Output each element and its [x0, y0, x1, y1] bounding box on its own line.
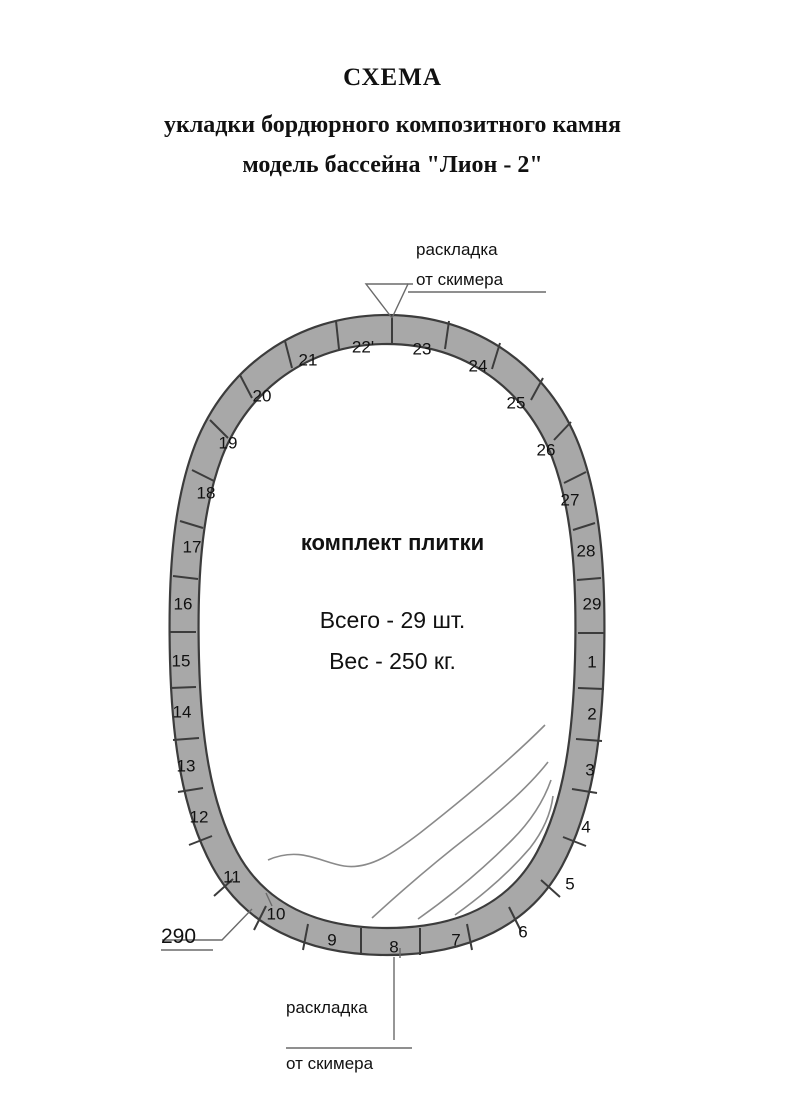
- dimension-label-290: 290: [161, 925, 197, 948]
- annotation-top-line2: от скимера: [416, 270, 504, 289]
- tile-number: 1: [587, 652, 597, 672]
- tile-number: 5: [565, 874, 575, 894]
- tile-number: 10: [266, 904, 286, 924]
- page-subtitle-2: модель бассейна "Лион - 2": [242, 152, 543, 178]
- tile-number: 3: [585, 760, 595, 780]
- tile-number: 26: [536, 440, 556, 460]
- page-title: СХЕМА: [343, 64, 442, 91]
- tile-number: 28: [576, 541, 596, 561]
- tile-number: 19: [218, 433, 238, 453]
- tile-number: 21: [298, 350, 318, 370]
- tile-number: 9: [327, 930, 337, 950]
- tile-number: 16: [173, 594, 193, 614]
- tile-number: 13: [176, 756, 196, 776]
- page-subtitle-1: укладки бордюрного композитного камня: [163, 112, 621, 138]
- tile-number: 8: [389, 937, 399, 957]
- tile-number: 4: [581, 817, 591, 837]
- tile-number: 12: [189, 807, 209, 827]
- tile-number: 27: [560, 490, 580, 510]
- tile-number: 29: [582, 594, 602, 614]
- tile-number: 23: [412, 339, 432, 359]
- tile-number: 24: [468, 356, 488, 376]
- tile-number: 25: [506, 393, 526, 413]
- tile-number: 7: [451, 930, 461, 950]
- tile-number: 15: [171, 651, 191, 671]
- total-count: Всего - 29 шт.: [319, 607, 466, 633]
- tile-number: 14: [172, 702, 192, 722]
- tile-number: 6: [518, 922, 528, 942]
- tile-number: 11: [223, 867, 241, 887]
- annotation-bottom-line2: от скимера: [286, 1054, 374, 1073]
- tile-number: 22': [351, 337, 375, 357]
- tile-number: 17: [182, 537, 202, 557]
- tile-number: 18: [196, 483, 216, 503]
- annotation-bottom-line1: раскладка: [286, 998, 368, 1017]
- tile-number: 20: [252, 386, 272, 406]
- kit-label: комплект плитки: [300, 530, 485, 555]
- annotation-top-line1: раскладка: [416, 240, 498, 259]
- total-weight: Вес - 250 кг.: [329, 648, 456, 674]
- tile-ring: [170, 315, 605, 955]
- tile-number: 2: [587, 704, 597, 724]
